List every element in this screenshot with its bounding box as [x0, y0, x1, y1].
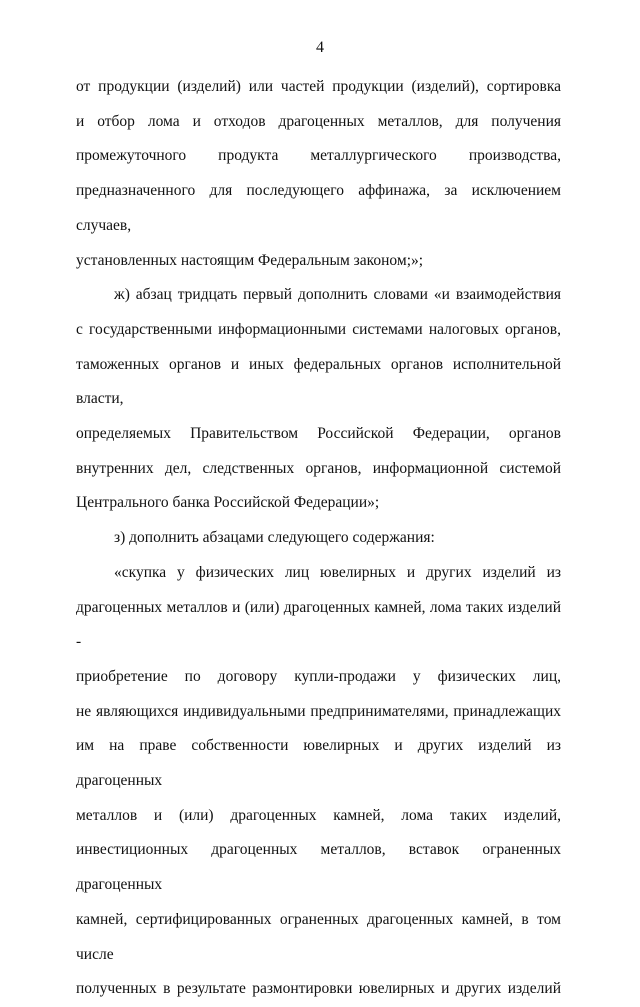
text-line: «скупка у физических лиц ювелирных и других изделий из — [114, 563, 561, 581]
text-line: не являющихся индивидуальными предпринимателями, принадлежащих — [76, 702, 561, 720]
text-line: с государственными информационными системами налоговых органов, — [76, 320, 561, 338]
text-line: драгоценных металлов и (или) драгоценных камней, лома таких изделий - — [76, 598, 561, 651]
text-line: и отбор лома и отходов драгоценных металлов, для получения — [76, 112, 561, 130]
text-line: от продукции (изделий) или частей продукции (изделий), сортировка — [76, 78, 561, 95]
text-line: таможенных органов и иных федеральных органов исполнительной власти, — [76, 355, 561, 408]
text-line: приобретение по договору купли-продажи у физических лиц, — [76, 667, 561, 685]
text-line: им на праве собственности ювелирных и других изделий из драгоценных — [76, 737, 561, 790]
page-number: 4 — [316, 39, 324, 56]
text-line: внутренних дел, следственных органов, информационной системой — [76, 459, 561, 477]
text-line: полученных в результате размонтировки ювелирных и других изделий — [76, 980, 561, 998]
text-line: предназначенного для последующего аффинажа, за исключением случаев, — [76, 182, 561, 234]
body-text — [76, 70, 561, 1007]
text-line: камней, сертифицированных ограненных драгоценных камней, в том числе — [76, 910, 561, 963]
text-line: ж) абзац тридцать первый дополнить словами «и взаимодействия — [114, 286, 561, 304]
text-line: установленных настоящим Федеральным законом;»; — [76, 251, 424, 269]
text-line: инвестиционных драгоценных металлов, вставок ограненных драгоценных — [76, 841, 561, 894]
text-line: промежуточного продукта металлургического производства, — [76, 147, 561, 165]
text-line: металлов и (или) драгоценных камней, лома таких изделий, — [76, 806, 561, 824]
text-line: определяемых Правительством Российской Федерации, органов — [76, 425, 561, 443]
text-line: з) дополнить абзацами следующего содержания: — [114, 529, 435, 547]
text-line: Центрального банка Российской Федерации»; — [76, 494, 380, 512]
